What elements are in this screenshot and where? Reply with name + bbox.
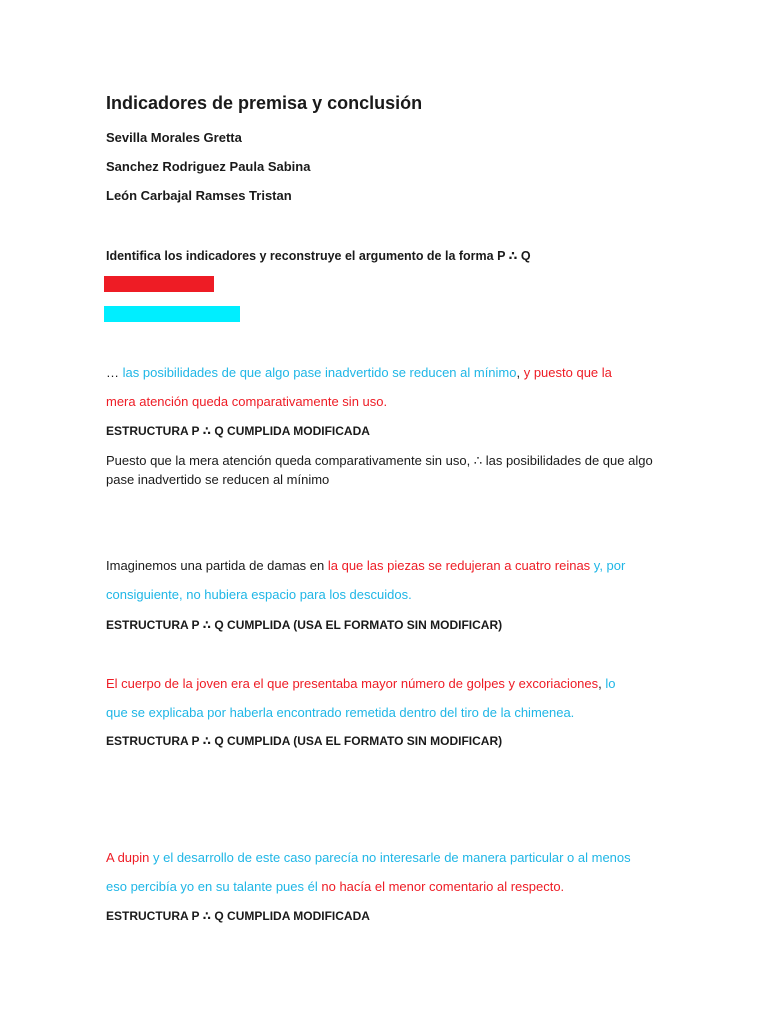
- text-segment-blue: que se explicaba por haberla encontrado remetida dentro del tiro de la chimenea.: [106, 705, 575, 720]
- argument-2-line-2: [106, 587, 412, 602]
- argument-1-line-1: [106, 365, 612, 380]
- text-segment-red: mera atención queda comparativamente sin uso.: [106, 394, 388, 409]
- author-3: León Carbajal Ramses Tristan: [106, 188, 292, 203]
- argument-4-line-1: [106, 850, 631, 865]
- conclusion-color-swatch: [104, 306, 240, 322]
- text-segment-black: ,: [516, 365, 524, 380]
- argument-3-line-1: [106, 676, 616, 691]
- argument-1-rewrite-line-2: pase inadvertido se reducen al mínimo: [106, 472, 330, 487]
- text-segment-red: El cuerpo de la joven era el que presentaba mayor número de golpes y excoriaciones: [106, 676, 599, 691]
- text-segment-black: …: [106, 365, 123, 380]
- text-segment-red: no hacía el menor comentario al respecto.: [321, 879, 565, 894]
- text-segment-blue: eso percibía yo en su talante pues él: [106, 879, 322, 894]
- argument-2-structure: ESTRUCTURA P ∴ Q CUMPLIDA (USA EL FORMATO SIN MODIFICAR): [106, 618, 503, 632]
- text-segment-red: A dupin: [106, 850, 150, 865]
- author-2: Sanchez Rodriguez Paula Sabina: [106, 159, 311, 174]
- argument-3-line-2: [106, 705, 574, 720]
- text-segment-blue: las posibilidades de que algo pase inadvertido se reducen al mínimo: [122, 365, 517, 380]
- text-segment-blue: y, por: [590, 558, 626, 573]
- argument-1-structure: ESTRUCTURA P ∴ Q CUMPLIDA MODIFICADA: [106, 424, 370, 438]
- argument-4-line-2: [106, 879, 564, 894]
- argument-1-rewrite-line-1: Puesto que la mera atención queda comparativamente sin uso, ∴ las posibilidades de que algo: [106, 453, 653, 468]
- argument-2-line-1: [106, 558, 625, 573]
- text-segment-blue: y el desarrollo de este caso parecía no interesarle de manera particular o al menos: [149, 850, 631, 865]
- author-1: Sevilla Morales Gretta: [106, 130, 242, 145]
- text-segment-red: y puesto que la: [523, 365, 612, 380]
- text-segment-black: Imaginemos una partida de damas en: [106, 558, 328, 573]
- instruction: Identifica los indicadores y reconstruye el argumento de la forma P ∴ Q: [106, 249, 531, 263]
- argument-1-line-2: [106, 394, 387, 409]
- text-segment-black: ,: [598, 676, 606, 691]
- argument-4-structure: ESTRUCTURA P ∴ Q CUMPLIDA MODIFICADA: [106, 909, 370, 923]
- text-segment-red: la que las piezas se redujeran a cuatro reinas: [327, 558, 591, 573]
- argument-3-structure: ESTRUCTURA P ∴ Q CUMPLIDA (USA EL FORMATO SIN MODIFICAR): [106, 734, 503, 748]
- premise-color-swatch: [104, 276, 214, 292]
- document-title: Indicadores de premisa y conclusión: [106, 93, 423, 113]
- text-segment-blue: lo: [605, 676, 616, 691]
- text-segment-blue: consiguiente, no hubiera espacio para los descuidos.: [106, 587, 412, 602]
